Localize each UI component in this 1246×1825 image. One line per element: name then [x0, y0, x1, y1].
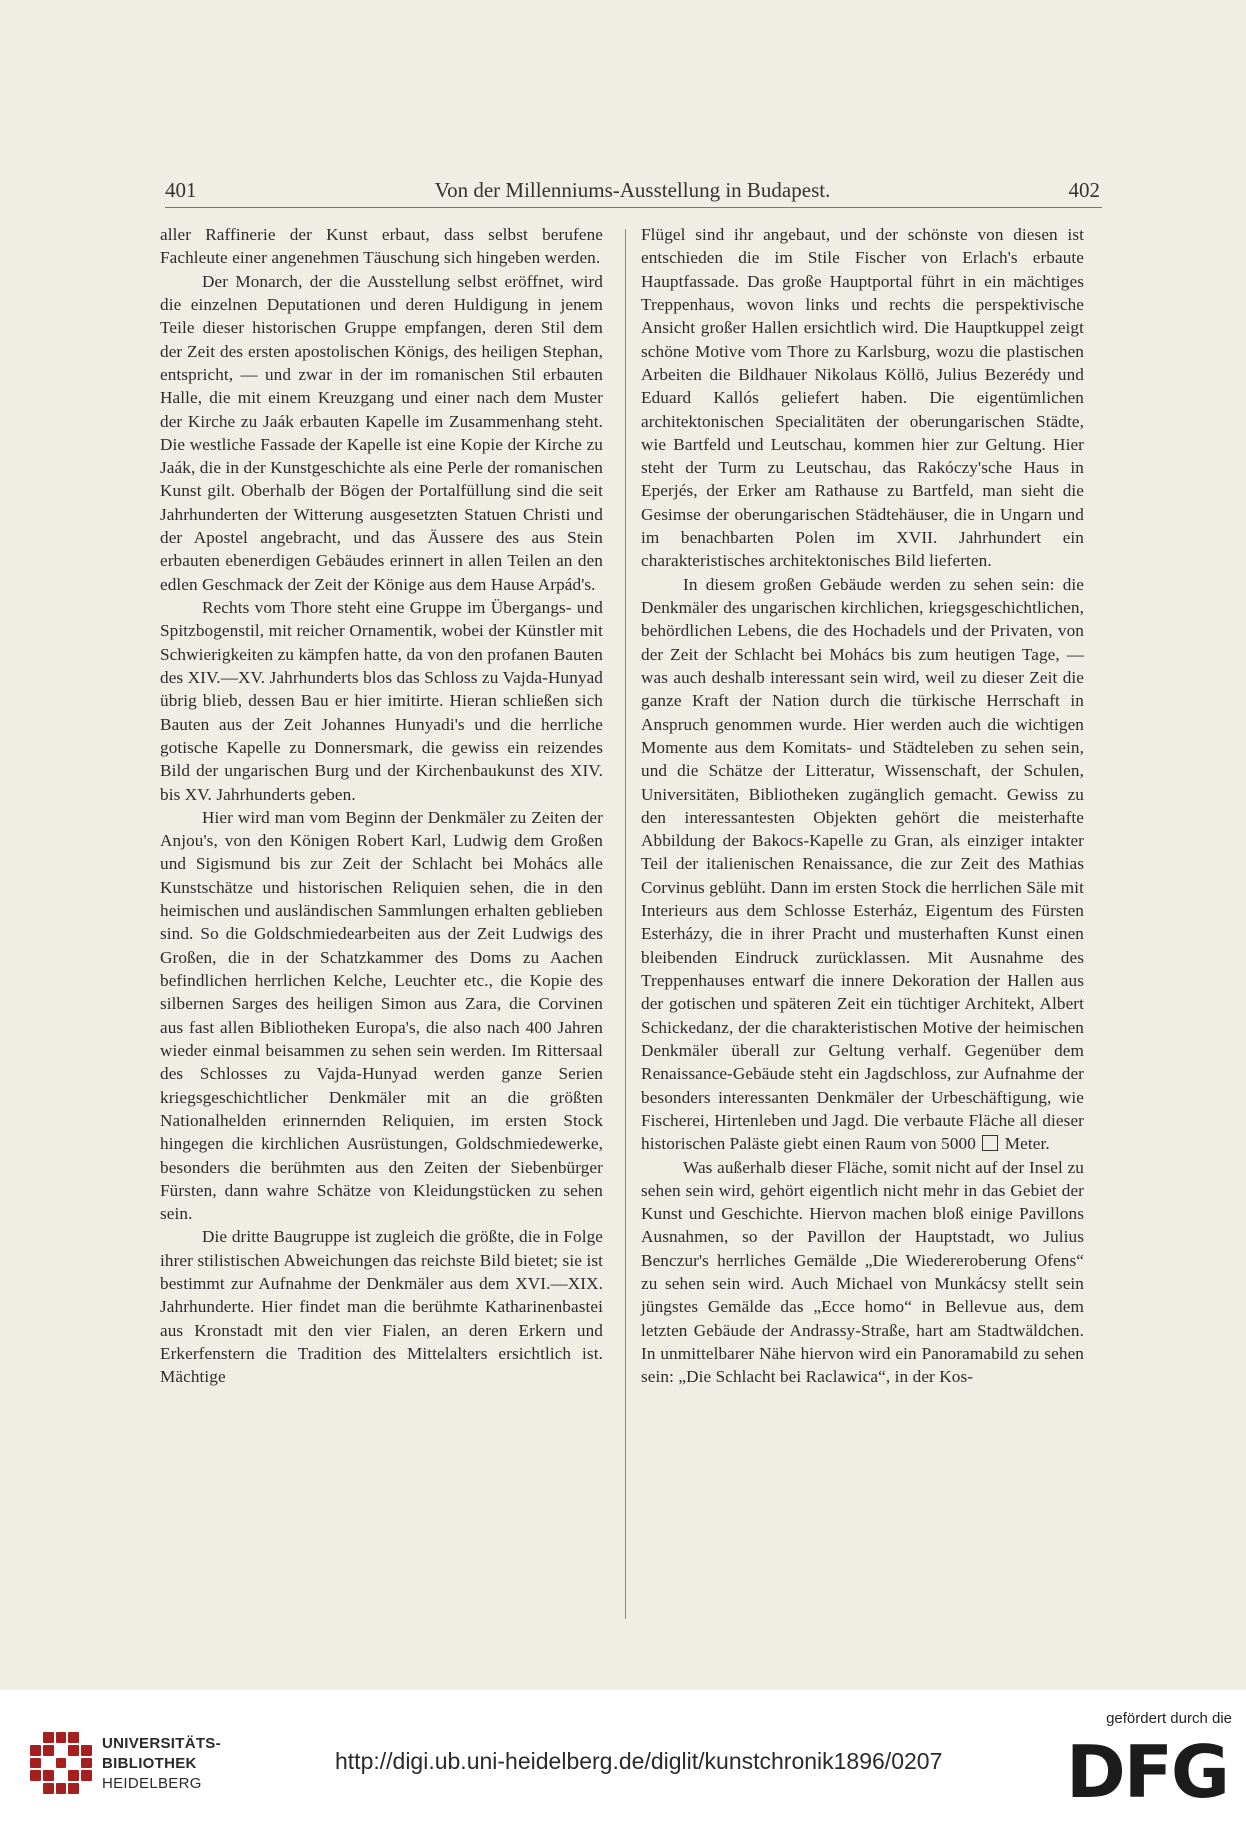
- library-name: UNIVERSITÄTS- BIBLIOTHEK HEIDELBERG: [102, 1735, 221, 1792]
- paragraph: Rechts vom Thore steht eine Gruppe im Übergangs- und Spitzbogenstil, mit reicher Ornamentik, wobei der Künstler mit Schwierigkeiten zu kämpfen hatte, da von den profanen Bauten des XIV.—XV. Jahrhunderts blos das Schloss zu Vajda-Hunyad übrig blieb, dessen Bau er hier imitirte. Hieran schließen sich Bauten aus der Zeit Johannes Hunyadi's und die herrliche gotische Kapelle zu Donnersmark, die gewiss ein reizendes Bild der ungarischen Burg und der Kirchenbaukunst des XIV. bis XV. Jahrhunderts geben.: [160, 598, 603, 804]
- paragraph-text: Meter.: [1004, 1134, 1050, 1154]
- funding-credit: gefördert durch die: [1106, 1710, 1232, 1727]
- column-rule: [625, 229, 626, 1619]
- paragraph: Was außerhalb dieser Fläche, somit nicht auf der Insel zu sehen sein wird, gehört eigentlich nicht mehr in das Gebiet der Kunst und Geschichte. Hiervon machen bloß einige Pavillons Ausnahmen, so der Pavillon der Hauptstadt, wo Julius Benczur's herrliches Gemälde „Die Wiedereroberung Ofens“ zu sehen sein wird. Auch Michael von Munkácsy stellt sein jüngstes Gemälde das „Ecce homo“ in Bellevue aus, dem letzten Gebäude der Andrassy-Straße, hart am Stadtwäldchen. In unmittelbarer Nähe hiervon wird ein Panoramabild zu sehen sein: „Die Schlacht bei Raclawica“, in der Kos-: [641, 1157, 1084, 1387]
- paragraph: [641, 573, 1084, 1156]
- paragraph: Hier wird man vom Beginn der Denkmäler zu Zeiten der Anjou's, von den Königen Robert Karl, Ludwig dem Großen und Sigismund bis zur Zeit der Schlacht bei Mohács alle Kunstschätze und historischen Reliquien sehen, die in den heimischen und ausländischen Sammlungen erhalten geblieben sind. So die Goldschmiedearbeiten aus der Zeit Ludwigs des Großen, die in der Schatzkammer des Doms zu Aachen befindlichen herrlichen Kelche, Leuchter etc., die Kopie des silbernen Sarges des heiligen Simon aus Zara, die Corvinen aus fast allen Bibliotheken Europa's, die also nach 400 Jahren wieder einmal beisammen zu sehen sein werden. Im Rittersaal des Schlosses zu Vajda-Hunyad werden ganze Serien kriegsgeschichtlicher Denkmäler mit an die größten Nationalhelden erinnernden Reliquien, im ersten Stock hingegen die kirchlichen Ausrüstungen, Goldschmiedewerke, besonders die berühmten aus den Zeiten der Siebenbürger Fürsten, dann wahre Schätze von Kleidungstücken zu sehen sein.: [160, 807, 603, 1224]
- permalink-url[interactable]: http://digi.ub.uni-heidelberg.de/diglit/kunstchronik1896/0207: [335, 1748, 943, 1774]
- footer-bar: [0, 1690, 1246, 1825]
- running-header: [165, 178, 1100, 203]
- right-column: [641, 223, 1084, 1389]
- paragraph: Der Monarch, der die Ausstellung selbst eröffnet, wird die einzelnen Deputationen und deren Huldigung in jenem Teile dieser historischen Gruppe empfangen, deren Stil dem der Zeit des ersten apostolischen Königs, des heiligen Stephan, entspricht, — und zwar in der im romanischen Stil erbauten Halle, die mit einem Kreuzgang und einer nach dem Muster der Kirche zu Jaák erbauten Kapelle im Zusammenhang steht. Die westliche Fassade der Kapelle ist eine Kopie der Kirche zu Jaák, die in der Kunstgeschichte als eine Perle der romanischen Kunst gilt. Oberhalb der Bögen der Portalfüllung sind die seit Jahrhunderten der Witterung ausgesetzten Statuen Christi und der Apostel angebracht, und das Äussere des aus Stein erbauten ebenerdigen Gebäudes erinnert in allen Teilen an den edlen Geschmack der Zeit der Könige aus dem Hause Arpád's.: [160, 271, 603, 594]
- paragraph: aller Raffinerie der Kunst erbaut, dass selbst berufene Fachleute einer angenehmen Täuschung sich hingeben werden.: [160, 225, 603, 268]
- page-number-left: 401: [165, 178, 197, 202]
- university-library-logo-icon: [30, 1732, 92, 1794]
- square-symbol-icon: [982, 1135, 998, 1151]
- header-rule: [165, 207, 1102, 208]
- dfg-logo: DFG: [1065, 1730, 1228, 1814]
- paragraph-text: In diesem großen Gebäude werden zu sehen sein: die Denkmäler des ungarischen kirchlichen, kriegsgeschichtlichen, behördlichen Lebens, die des Hochadels und der Privaten, von der Zeit der Schlacht bei Mohács bis zum heutigen Tage, — was auch deshalb interessant sein wird, weil zu dieser Zeit die ganze Kraft der Nation durch die türkische Herrschaft in Anspruch genommen wurde. Hier werden auch die wichtigen Momente aus dem Komitats- und Städteleben zu sehen sein, und die Schätze der Litteratur, Wissenschaft, der Schulen, Universitäten, Bibliotheken zugänglich gemacht. Gewiss zu den interessantesten Objekten gehört die meisterhafte Abbildung der Bakocs-Kapelle zu Gran, als einziger intakter Teil der italienischen Renaissance, die zur Zeit des Mathias Corvinus geblüht. Dann im ersten Stock die herrlichen Säle mit Interieurs aus dem Schlosse Esterház, Eigentum des Fürsten Esterházy, die in ihrer Pracht und musterhaften Kunst einen bleibenden Eindruck zurücklassen. Mit Ausnahme des Treppenhauses entwarf die innere Dekoration der Hallen aus der gotischen und späteren Zeit ein tüchtiger Architekt, Albert Schickedanz, der die charakteristischen Motive der heimischen Denkmäler überall zur Geltung verhalf. Gegenüber dem Renaissance-Gebäude steht ein Jagdschloss, zur Aufnahme der besonders interessanten Denkmäler der Urbeschäftigung, wie Fischerei, Hirtenleben und Jagd. Die verbaute Fläche all dieser historischen Paläste giebt einen Raum von 5000: [641, 574, 1084, 1154]
- running-title: Von der Millenniums-Ausstellung in Budapest.: [434, 178, 831, 202]
- left-column: [160, 223, 603, 1389]
- page-number-right: 402: [1068, 178, 1100, 202]
- paragraph: Flügel sind ihr angebaut, und der schönste von diesen ist entschieden die im Stile Fischer von Erlach's erbaute Hauptfassade. Das große Hauptportal führt in ein mächtiges Treppenhaus, wovon links und rechts die perspektivische Ansicht großer Hallen ersichtlich wird. Die Hauptkuppel zeigt schöne Motive vom Thore zu Karlsburg, wozu die plastischen Arbeiten die Bildhauer Nikolaus Köllö, Julius Bezerédy und Eduard Kallós geliefert haben. Die eigentümlichen architektonischen Specialitäten der oberungarischen Städte, wie Bartfeld und Leutschau, kommen hier zur Geltung. Hier steht der Turm zu Leutschau, das Rakóczy'sche Haus in Eperjés, der Erker am Rathause zu Bartfeld, man sieht die Gesimse der oberungarischen Städtehäuser, die in Ungarn und im benachbarten Polen im XVII. Jahrhundert ein charakteristisches architektonisches Bild lieferten.: [641, 225, 1084, 571]
- paragraph: Die dritte Baugruppe ist zugleich die größte, die in Folge ihrer stilistischen Abweichungen das reichste Bild bietet; sie ist bestimmt zur Aufnahme der Denkmäler aus dem XVI.—XIX. Jahrhunderte. Hier findet man die berühmte Katharinenbastei aus Kronstadt mit den vier Fialen, an deren Erkern und Erkerfenstern die Tradition des Mittelalters ersichtlich ist. Mächtige: [160, 1227, 603, 1387]
